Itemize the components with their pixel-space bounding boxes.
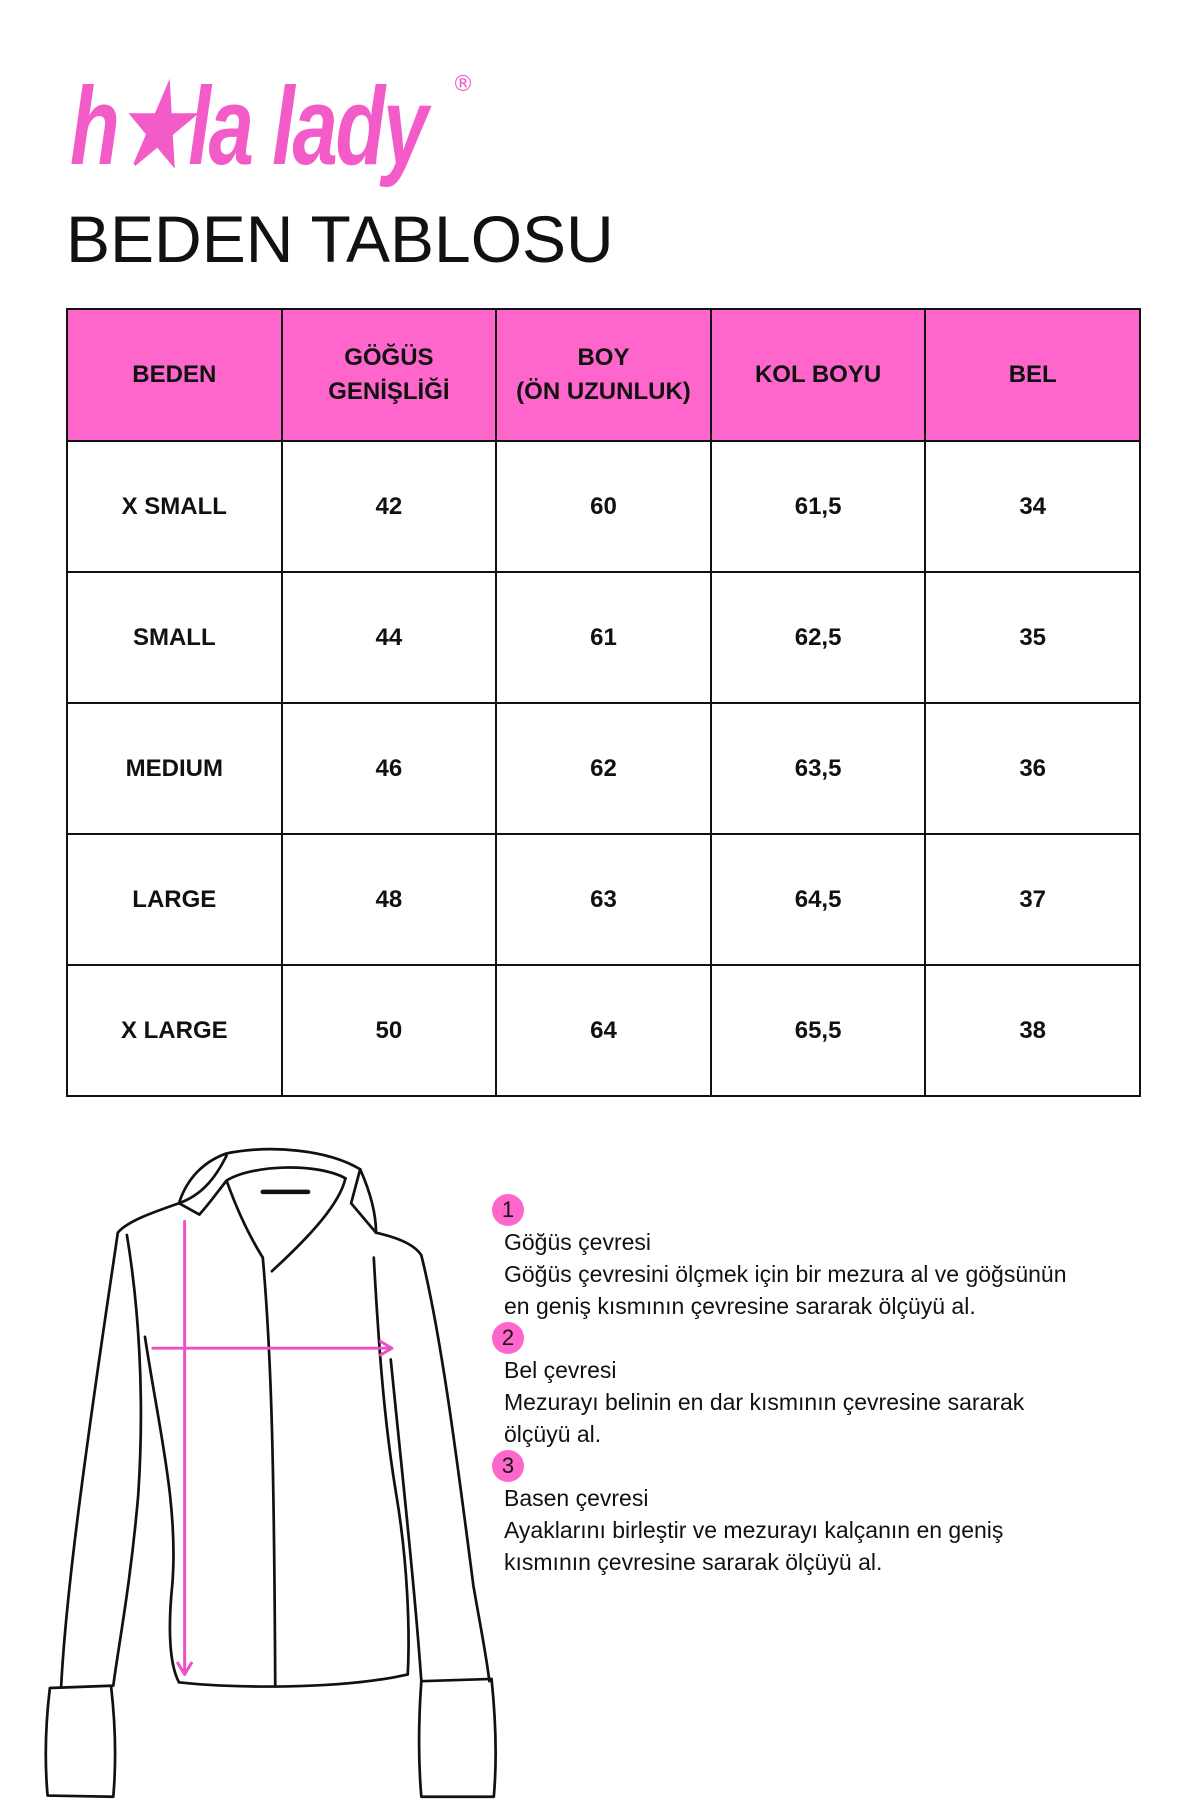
table-row xyxy=(67,703,1140,834)
measurement-text: Göğüs çevresini ölçmek için bir mezura al ve göğsünün xyxy=(504,1261,1067,1287)
step-number-badge: 1 xyxy=(492,1194,524,1226)
cell-waist: 35 xyxy=(925,572,1140,703)
header-boy: BOY (ÖN UZUNLUK) xyxy=(496,309,711,441)
cell-size: MEDIUM xyxy=(67,703,282,834)
cell-sleeve: 63,5 xyxy=(711,703,926,834)
cell-size: SMALL xyxy=(67,572,282,703)
table-row xyxy=(67,834,1140,965)
header-bel: BEL xyxy=(925,309,1140,441)
cell-waist: 36 xyxy=(925,703,1140,834)
measurement-text: en geniş kısmının çevresine sararak ölçüyü al. xyxy=(504,1293,976,1319)
shirt-left-sleeve-inner xyxy=(113,1235,141,1686)
measurement-text: Ayaklarını birleştir ve mezurayı kalçanın en geniş xyxy=(504,1517,1004,1543)
shirt-hem xyxy=(179,1674,408,1686)
cell-waist: 37 xyxy=(925,834,1140,965)
shirt-right-sleeve-outer xyxy=(376,1233,489,1681)
measurement-guide xyxy=(501,1194,1184,1578)
measurement-text: kısmının çevresine sararak ölçüyü al. xyxy=(504,1549,883,1575)
measurement-text: ölçüyü al. xyxy=(504,1421,602,1447)
cell-length: 61 xyxy=(496,572,711,703)
cell-chest: 42 xyxy=(282,441,497,572)
cell-length: 60 xyxy=(496,441,711,572)
header-kol-boyu: KOL BOYU xyxy=(711,309,926,441)
shirt-neckline-left xyxy=(227,1181,263,1258)
measurement-title: Göğüs çevresi xyxy=(504,1229,652,1255)
header-beden: BEDEN xyxy=(67,309,282,441)
shirt-right-cuff xyxy=(419,1679,496,1797)
cell-length: 63 xyxy=(496,834,711,965)
shirt-lapel-right xyxy=(272,1169,376,1271)
cell-size: LARGE xyxy=(67,834,282,965)
cell-size: X LARGE xyxy=(67,965,282,1096)
registered-mark: ® xyxy=(452,72,474,97)
chest-measure-line xyxy=(153,1341,392,1355)
measurement-item xyxy=(501,1450,1184,1578)
cell-length: 64 xyxy=(496,965,711,1096)
cell-sleeve: 64,5 xyxy=(711,834,926,965)
cell-sleeve: 61,5 xyxy=(711,441,926,572)
measurement-text: Mezurayı belinin en dar kısmının çevresine sararak xyxy=(504,1389,1025,1415)
shirt-placket xyxy=(263,1258,275,1686)
table-row xyxy=(67,572,1140,703)
shirt-right-sleeve-inner xyxy=(391,1360,422,1682)
table-row xyxy=(67,441,1140,572)
table-row xyxy=(67,965,1140,1096)
cell-chest: 44 xyxy=(282,572,497,703)
shirt-left-sleeve-outer xyxy=(61,1203,179,1685)
cell-sleeve: 65,5 xyxy=(711,965,926,1096)
step-number-badge: 2 xyxy=(492,1322,524,1354)
measurement-item xyxy=(501,1194,1184,1322)
step-number-badge: 3 xyxy=(492,1450,524,1482)
brand-logo: h★la lady xyxy=(70,65,427,188)
cell-waist: 34 xyxy=(925,441,1140,572)
cell-chest: 48 xyxy=(282,834,497,965)
cell-size: X SMALL xyxy=(67,441,282,572)
cell-length: 62 xyxy=(496,703,711,834)
cell-waist: 38 xyxy=(925,965,1140,1096)
shirt-illustration xyxy=(34,1133,521,1799)
shirt-body-left-side xyxy=(145,1337,179,1682)
cell-chest: 50 xyxy=(282,965,497,1096)
cell-sleeve: 62,5 xyxy=(711,572,926,703)
shirt-body-right-side xyxy=(374,1258,409,1675)
table-header-row xyxy=(67,309,1140,441)
cell-chest: 46 xyxy=(282,703,497,834)
shirt-left-cuff xyxy=(46,1686,115,1797)
measurement-item xyxy=(501,1322,1184,1450)
measurement-title: Basen çevresi xyxy=(504,1485,649,1511)
length-measure-line xyxy=(178,1221,192,1674)
page-title: BEDEN TABLOSU xyxy=(66,202,614,276)
shirt-collar-stand xyxy=(227,1168,346,1181)
size-chart-table xyxy=(66,308,1141,1097)
header-gogus-genisligi: GÖĞÜS GENİŞLİĞİ xyxy=(282,309,497,441)
measurement-title: Bel çevresi xyxy=(504,1357,617,1383)
